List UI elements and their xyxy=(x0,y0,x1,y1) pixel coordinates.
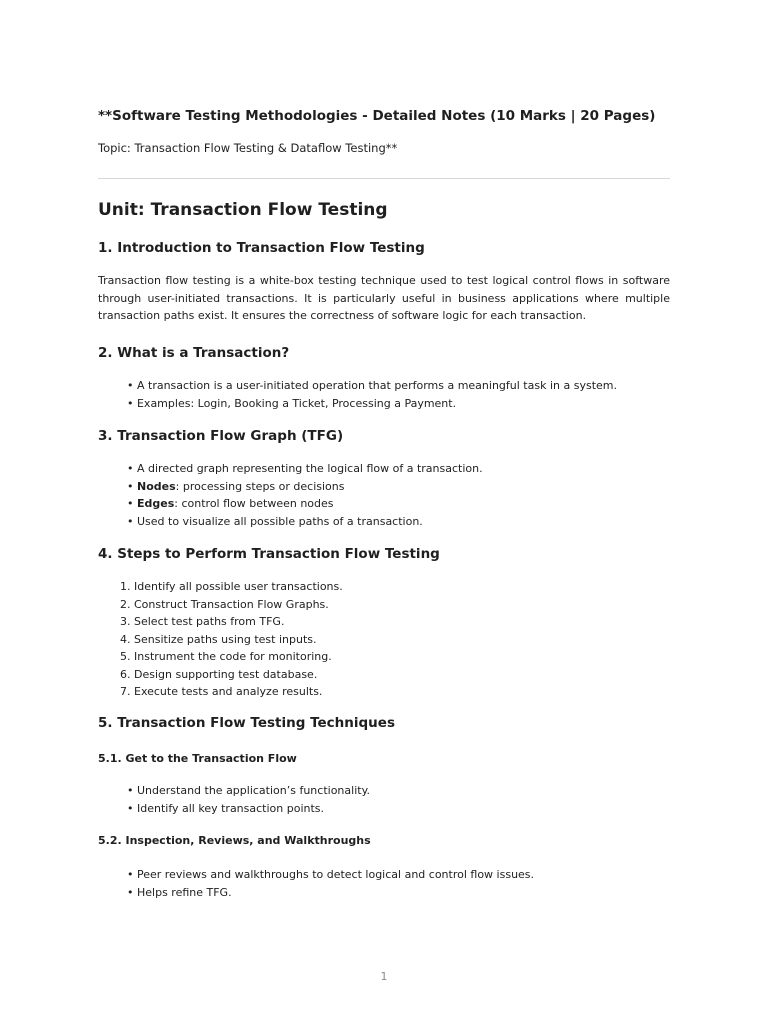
section-3-list xyxy=(98,460,483,530)
subsection-5-1-heading: 5.1. Get to the Transaction Flow xyxy=(98,752,297,765)
list-item: • Understand the application’s functionality. xyxy=(127,784,371,797)
section-4-list xyxy=(98,578,343,701)
section-1-heading: 1. Introduction to Transaction Flow Testing xyxy=(98,240,425,256)
horizontal-divider xyxy=(98,178,670,179)
section-1-paragraph: Transaction flow testing is a white-box testing technique used to test logical control flows in software through user-initiated transactions. It is particularly useful in business applications where multiple transaction paths exist. It ensures the correctness of software logic for each transaction. xyxy=(98,274,670,322)
list-item: • Peer reviews and walkthroughs to detect logical and control flow issues. xyxy=(127,868,535,881)
list-item: 6. Design supporting test database. xyxy=(120,667,318,681)
list-item: • Examples: Login, Booking a Ticket, Processing a Payment. xyxy=(127,396,457,410)
list-item: 7. Execute tests and analyze results. xyxy=(120,685,323,698)
section-3-heading: 3. Transaction Flow Graph (TFG) xyxy=(98,428,344,444)
bullet-mark: • xyxy=(127,479,137,493)
page-number: 1 xyxy=(380,970,388,983)
list-item: • Used to visualize all possible paths of a transaction. xyxy=(127,514,423,528)
nodes-description: : processing steps or decisions xyxy=(175,479,345,493)
list-item: 2. Construct Transaction Flow Graphs. xyxy=(120,597,329,611)
list-item: • A transaction is a user-initiated operation that performs a meaningful task in a system. xyxy=(127,379,617,392)
list-item-edges xyxy=(98,495,483,513)
nodes-term: Nodes xyxy=(137,479,176,493)
section-2-list xyxy=(98,377,617,412)
subsection-5-2-list xyxy=(98,866,534,901)
list-item: 3. Select test paths from TFG. xyxy=(120,615,285,628)
list-item: • Helps refine TFG. xyxy=(127,885,232,899)
edges-description: : control flow between nodes xyxy=(174,497,334,510)
subsection-5-1-list xyxy=(98,782,370,817)
list-item-nodes xyxy=(98,478,483,496)
section-4-heading: 4. Steps to Perform Transaction Flow Testing xyxy=(98,546,440,562)
list-item: 1. Identify all possible user transactions. xyxy=(120,580,343,593)
section-2-heading: 2. What is a Transaction? xyxy=(98,345,290,361)
document-topic: Topic: Transaction Flow Testing & Dataflow Testing** xyxy=(98,141,398,155)
document-title: **Software Testing Methodologies - Detailed Notes (10 Marks | 20 Pages) xyxy=(98,108,656,124)
list-item: 4. Sensitize paths using test inputs. xyxy=(120,632,317,646)
edges-term: Edges xyxy=(137,497,175,510)
unit-heading: Unit: Transaction Flow Testing xyxy=(98,200,388,220)
section-5-heading: 5. Transaction Flow Testing Techniques xyxy=(98,715,395,731)
subsection-5-2-heading: 5.2. Inspection, Reviews, and Walkthroughs xyxy=(98,834,371,847)
list-item: 5. Instrument the code for monitoring. xyxy=(120,650,332,663)
list-item: • A directed graph representing the logical flow of a transaction. xyxy=(127,462,483,475)
bullet-mark: • xyxy=(127,497,137,510)
list-item: • Identify all key transaction points. xyxy=(127,801,325,815)
